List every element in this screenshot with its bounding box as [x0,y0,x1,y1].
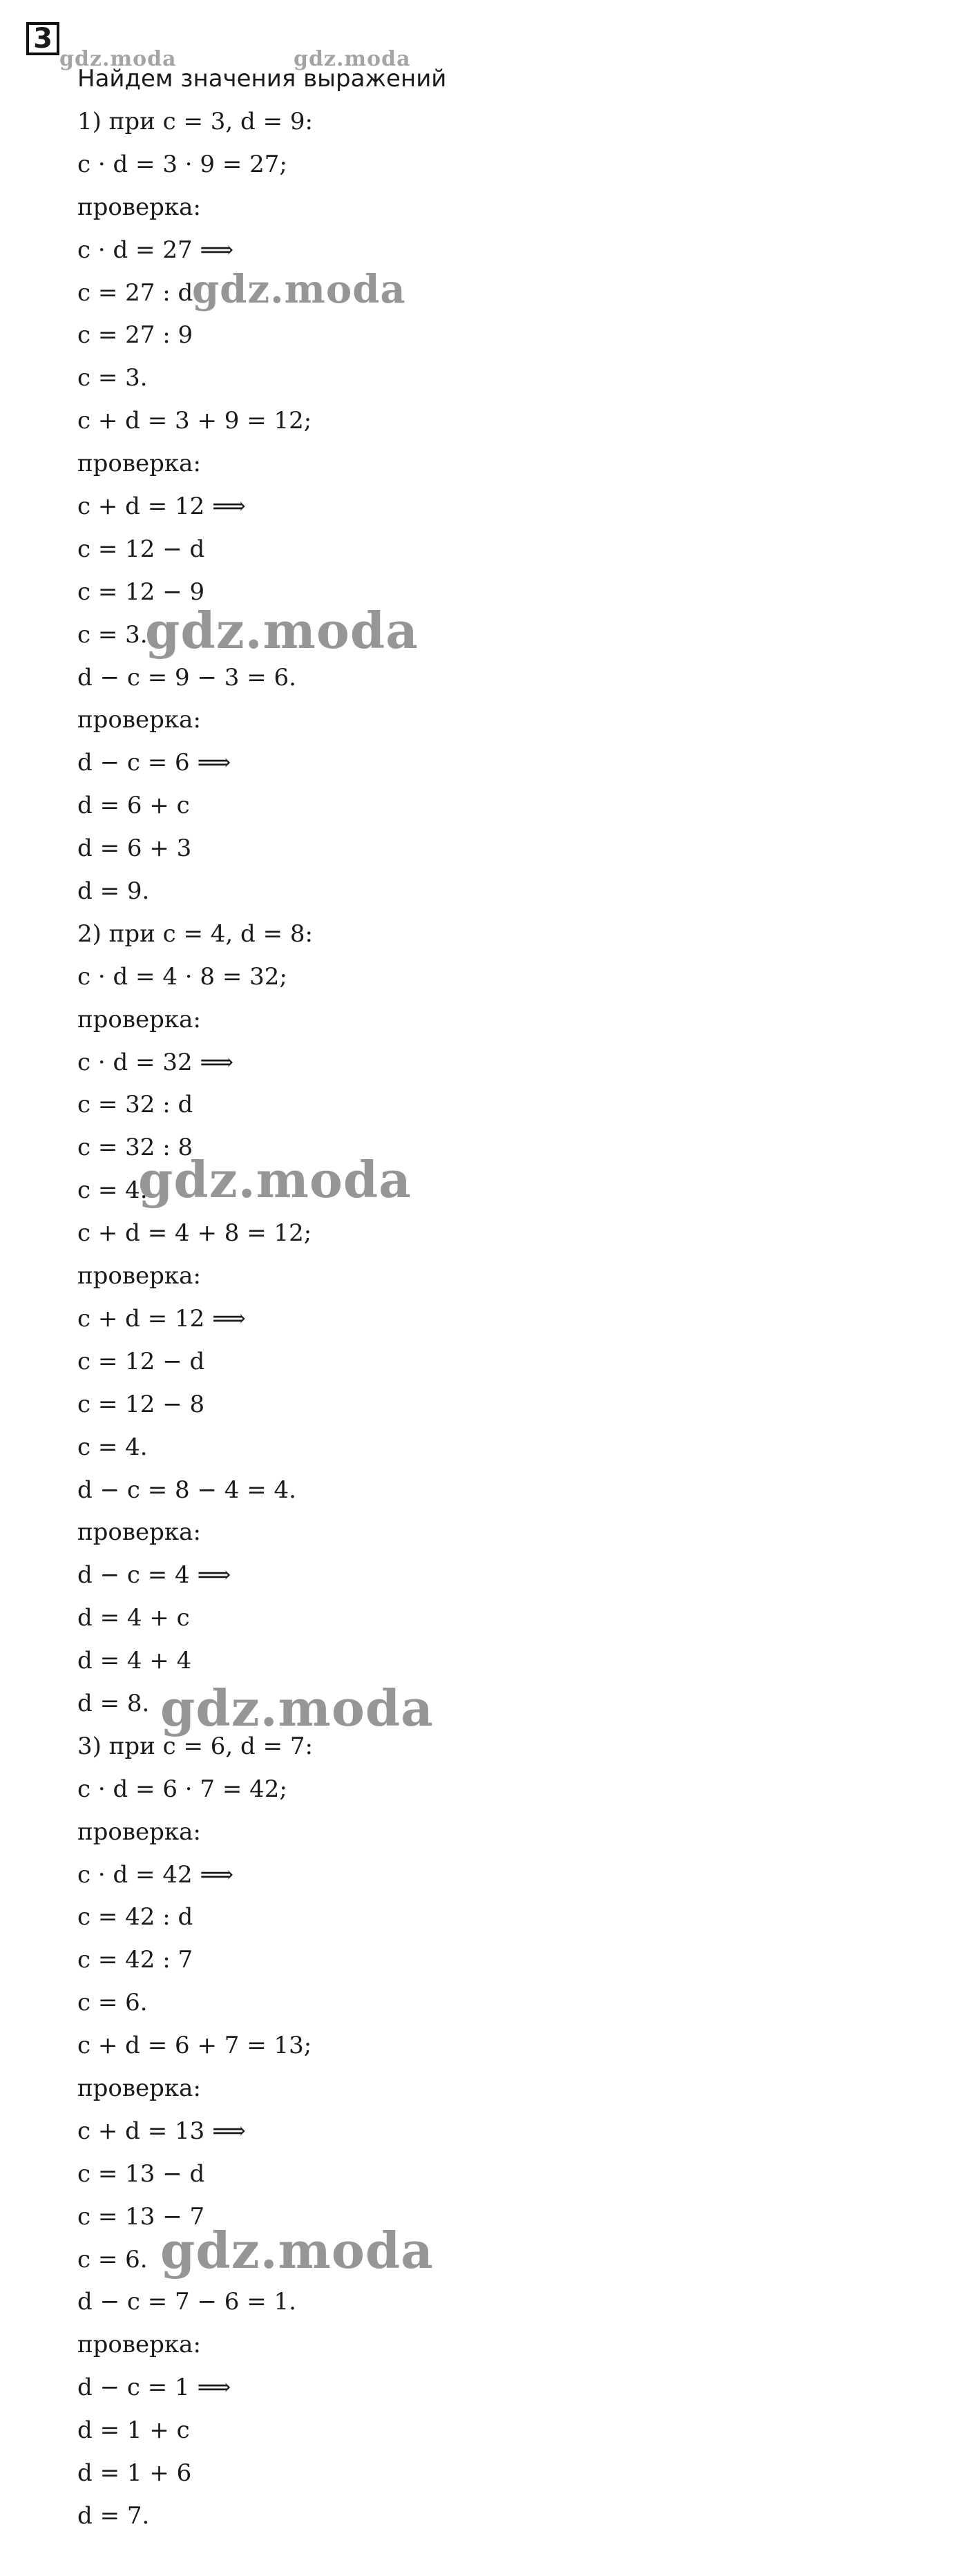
solution-line: c · d = 3 · 9 = 27; [77,150,287,178]
watermark: gdz.moda [192,267,406,312]
solution-line: c + d = 4 + 8 = 12; [77,1219,312,1248]
solution-line: проверка: [77,2074,201,2102]
solution-line: c = 27 : d [77,278,193,307]
solution-line: проверка: [77,706,201,734]
solution-line: d = 7. [77,2501,150,2530]
solution-line: c · d = 6 · 7 = 42; [77,1775,287,1803]
solution-line: c = 12 − 9 [77,578,205,606]
solution-line: c · d = 4 · 8 = 32; [77,962,287,991]
solution-line: 2) при c = 4, d = 8: [77,919,313,948]
solution-line: d = 6 + 3 [77,834,192,863]
solution-line: d − c = 7 − 6 = 1. [77,2288,296,2316]
solution-line: c · d = 42 ⟹ [77,1860,234,1889]
solution-line: проверка: [77,193,201,221]
task-number: 3 [33,23,52,55]
solution-line: c = 12 − d [77,535,205,563]
solution-line: c = 27 : 9 [77,321,193,350]
solution-line: c = 6. [77,2245,148,2273]
solution-line: d = 4 + 4 [77,1647,192,1675]
watermark: gdz.moda [145,601,419,660]
solution-line: d = 1 + 6 [77,2459,192,2487]
solution-line: c · d = 27 ⟹ [77,236,234,264]
solution-line: c = 3. [77,364,148,392]
solution-line: 3) при c = 6, d = 7: [77,1732,313,1760]
solution-line: c = 3. [77,620,148,649]
solution-line: c = 13 − d [77,2159,205,2188]
solution-line: d − c = 8 − 4 = 4. [77,1476,296,1504]
solution-line: c + d = 12 ⟹ [77,493,246,521]
solution-line: 1) при c = 3, d = 9: [77,108,313,135]
task-number-box [26,22,59,55]
solution-line: c = 12 − 8 [77,1390,205,1418]
heading: Найдем значения выражений [77,65,447,93]
watermark: gdz.moda [160,1679,434,1737]
solution-line: c = 32 : d [77,1091,193,1119]
solution-line: проверка: [77,450,201,478]
watermark: gdz.moda [160,2221,434,2280]
solution-line: c + d = 13 ⟹ [77,2117,246,2145]
solution-line: проверка: [77,1005,201,1033]
solution-line: d = 8. [77,1689,150,1717]
solution-line: проверка: [77,2331,201,2359]
solution-line: c = 12 − d [77,1347,205,1375]
solution-line: проверка: [77,1518,201,1547]
solution-line: c + d = 12 ⟹ [77,1304,246,1333]
solution-line: d − c = 4 ⟹ [77,1561,231,1590]
solution-line: c + d = 3 + 9 = 12; [77,407,312,435]
watermark: gdz.moda [59,47,177,71]
solution-line: d − c = 1 ⟹ [77,2374,231,2402]
solution-line: c = 4. [77,1433,148,1461]
solution-line: c = 6. [77,1989,148,2017]
solution-line: проверка: [77,1262,201,1290]
solution-lines [77,108,313,2545]
solution-line: c = 32 : 8 [77,1134,193,1162]
solution-line: c = 42 : 7 [77,1946,193,1974]
solution-line: проверка: [77,1817,201,1846]
solution-line: d − c = 9 − 3 = 6. [77,663,296,691]
solution-line: d = 4 + c [77,1604,190,1632]
solution-line: c · d = 32 ⟹ [77,1048,234,1076]
solution-line: d = 6 + c [77,792,190,820]
watermark: gdz.moda [294,47,411,71]
solution-line: c = 42 : d [77,1903,193,1931]
watermark: gdz.moda [138,1150,412,1209]
solution-line: d = 9. [77,877,150,906]
solution-line: d = 1 + c [77,2416,190,2445]
solution-line: d − c = 6 ⟹ [77,749,231,777]
solution-line: c = 4. [77,1176,148,1205]
solution-line: c + d = 6 + 7 = 13; [77,2032,312,2060]
solution-line: c = 13 − 7 [77,2202,205,2231]
